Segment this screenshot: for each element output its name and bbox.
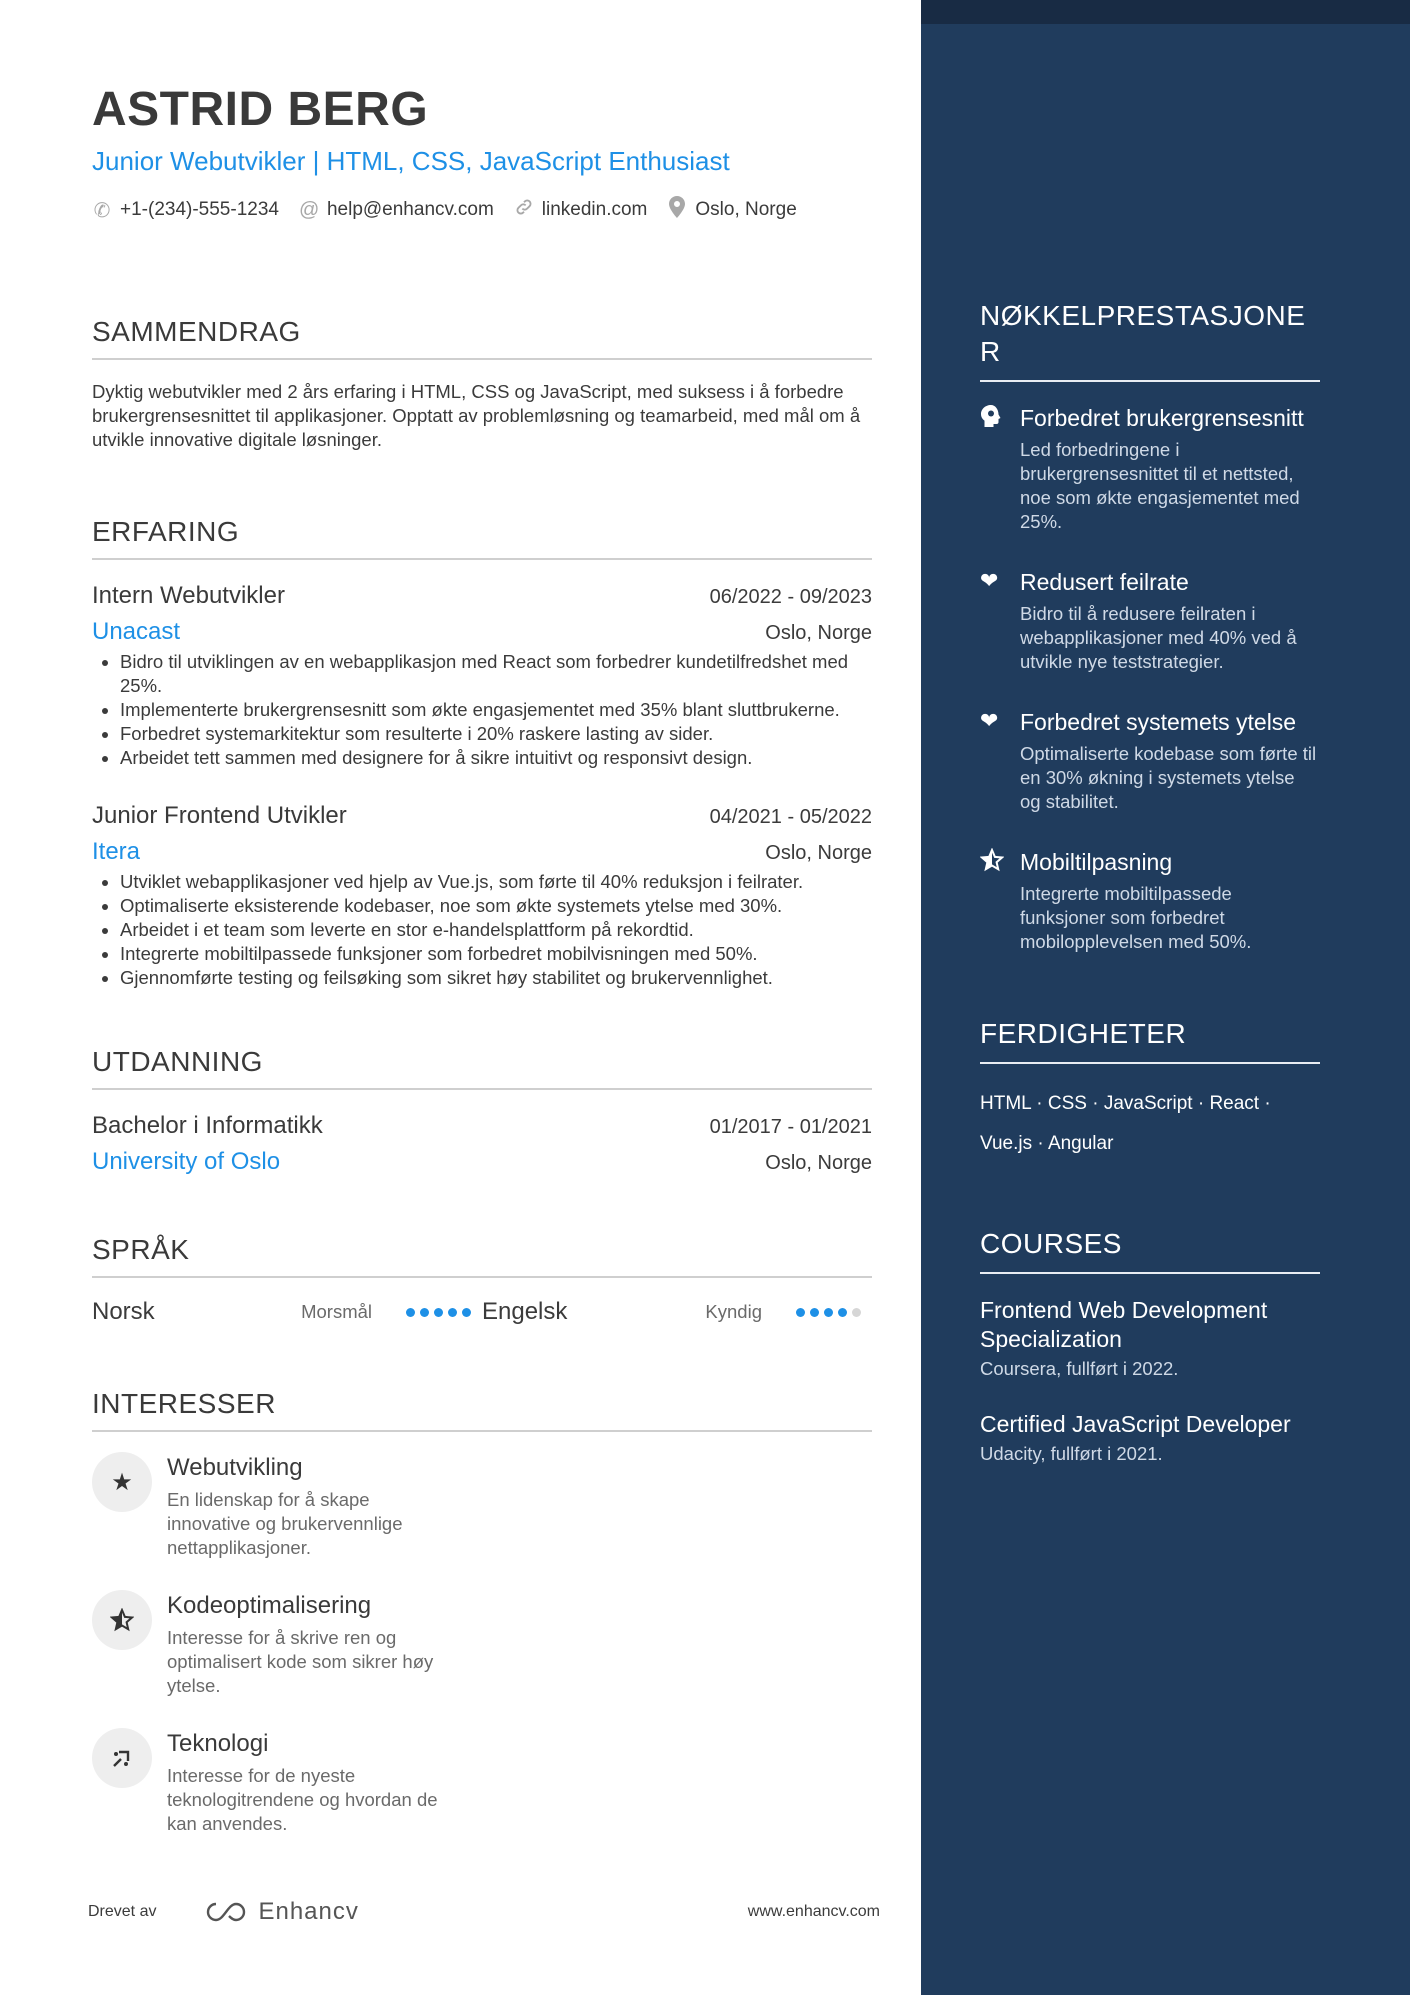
section-title: COURSES bbox=[980, 1226, 1320, 1274]
section-title: SAMMENDRAG bbox=[92, 316, 872, 360]
interest-item bbox=[92, 1452, 507, 1560]
languages-section bbox=[92, 1234, 872, 1326]
email-text: help@enhancv.com bbox=[326, 199, 494, 220]
rating-dot-filled bbox=[448, 1308, 457, 1317]
rating-dot-filled bbox=[810, 1308, 819, 1317]
achievement-title: Mobiltilpasning bbox=[1020, 849, 1173, 875]
phone-icon: ✆ bbox=[93, 199, 111, 222]
achievement-desc: Optimaliserte kodebase som førte til en 30% økning i systemets ytelse og stabilitet. bbox=[1020, 743, 1317, 812]
rating-dot-filled bbox=[824, 1308, 833, 1317]
language-list bbox=[92, 1298, 872, 1326]
course-title: Frontend Web Development Specialization bbox=[980, 1297, 1268, 1352]
course-title: Certified JavaScript Developer bbox=[980, 1411, 1291, 1437]
interest-title: Kodeoptimalisering bbox=[167, 1592, 372, 1619]
job-entry bbox=[92, 582, 872, 770]
job-bullets bbox=[92, 650, 872, 770]
summary-text: Dyktig webutvikler med 2 års erfaring i HTML, CSS og JavaScript, med suksess i å forbedre brukergrensesnittet til applikasjoner. Opptatt av problemløsning og teamarbeid, med mål om å utvikle innovative digitale løsninger. bbox=[92, 381, 861, 450]
location-text: Oslo, Norge bbox=[695, 199, 797, 220]
interest-desc: En lidenskap for å skape innovative og brukervennlige nettapplikasjoner. bbox=[167, 1489, 403, 1558]
achievement-desc: Bidro til å redusere feilraten i webapplikasjoner med 40% ved å utvikle nye teststrategier. bbox=[1020, 603, 1297, 672]
degree: Bachelor i Informatikk bbox=[92, 1112, 323, 1139]
rating-dot-empty bbox=[852, 1308, 861, 1317]
job-location: Oslo, Norge bbox=[765, 622, 872, 644]
job-dates: 04/2021 - 05/2022 bbox=[709, 806, 872, 828]
course-desc: Udacity, fullført i 2021. bbox=[980, 1443, 1163, 1464]
brand-name: Enhancv bbox=[258, 1898, 359, 1925]
achievements-section bbox=[980, 298, 1320, 954]
interest-item bbox=[92, 1728, 507, 1836]
bullet-item: • Optimaliserte eksisterende kodebaser, noe som økte systemets ytelse med 30%. bbox=[120, 894, 872, 918]
achievement-title: Forbedret systemets ytelse bbox=[1020, 709, 1297, 735]
section-title: UTDANNING bbox=[92, 1046, 872, 1090]
at-icon: @ bbox=[298, 198, 320, 221]
contact-location bbox=[667, 196, 796, 224]
bullet-item: • Forbedret systemarkitektur som resulterte i 20% raskere lasting av sider. bbox=[120, 722, 872, 746]
rating-dot-filled bbox=[406, 1308, 415, 1317]
interest-desc: Interesse for de nyeste teknologitrendene og hvordan de kan anvendes. bbox=[167, 1765, 438, 1834]
education-section bbox=[92, 1046, 872, 1176]
half-star-icon bbox=[92, 1590, 152, 1650]
heart-icon: ❤ bbox=[980, 568, 999, 593]
achievement-title: Redusert feilrate bbox=[1020, 569, 1189, 595]
website-link[interactable]: www.enhancv.com bbox=[747, 1903, 880, 1920]
language-rating bbox=[406, 1308, 471, 1317]
sidebar-top-bar bbox=[921, 0, 1410, 24]
link-icon bbox=[514, 197, 534, 223]
achievement-item bbox=[980, 404, 1320, 534]
education-dates: 01/2017 - 01/2021 bbox=[709, 1116, 872, 1138]
education-entry bbox=[92, 1112, 872, 1176]
language-name: Norsk bbox=[92, 1298, 155, 1325]
bullet-item: • Arbeidet tett sammen med designere for å sikre intuitivt og responsivt design. bbox=[120, 746, 872, 770]
achievement-desc: Led forbedringene i brukergrensesnittet til et nettsted, noe som økte engasjementet med 25%. bbox=[1020, 439, 1300, 532]
bullet-item: • Bidro til utviklingen av en webapplikasjon med React som forbedrer kundetilfredshet med 25%. bbox=[120, 650, 872, 698]
bullet-item: • Integrerte mobiltilpassede funksjoner som forbedret mobilvisningen med 50%. bbox=[120, 942, 872, 966]
contact-phone[interactable] bbox=[92, 198, 279, 223]
section-title: ERFARING bbox=[92, 516, 872, 560]
headline: Junior Webutvikler | HTML, CSS, JavaScript Enthusiast bbox=[92, 146, 730, 176]
interests-section bbox=[92, 1388, 872, 1866]
course-item bbox=[980, 1296, 1320, 1380]
rating-dot-filled bbox=[838, 1308, 847, 1317]
job-location: Oslo, Norge bbox=[765, 842, 872, 864]
achievement-item bbox=[980, 848, 1320, 954]
location-pin-icon bbox=[667, 196, 687, 224]
powered-by-text: Drevet av bbox=[88, 1903, 157, 1920]
job-title: Junior Frontend Utvikler bbox=[92, 802, 347, 829]
achievement-desc: Integrerte mobiltilpassede funksjoner som forbedret mobilopplevelsen med 50%. bbox=[1020, 883, 1252, 952]
rating-dot-filled bbox=[420, 1308, 429, 1317]
contact-email[interactable] bbox=[299, 199, 494, 222]
infinity-icon bbox=[202, 1900, 250, 1924]
achievement-title: Forbedret brukergrensesnitt bbox=[1020, 405, 1304, 431]
achievement-item bbox=[980, 568, 1320, 674]
rating-dot-filled bbox=[796, 1308, 805, 1317]
skills-section bbox=[980, 1016, 1320, 1164]
achievement-item bbox=[980, 708, 1320, 814]
contact-bar bbox=[92, 196, 872, 224]
bullet-item: • Utviklet webapplikasjoner ved hjelp av Vue.js, som førte til 40% reduksjon i feilrater. bbox=[120, 870, 872, 894]
bullet-item: • Gjennomførte testing og feilsøking som sikret høy stabilitet og brukervennlighet. bbox=[120, 966, 872, 990]
company-name: Itera bbox=[92, 838, 141, 865]
section-title: FERDIGHETER bbox=[980, 1016, 1320, 1064]
star-icon: ★ bbox=[92, 1452, 152, 1512]
interest-item bbox=[92, 1590, 507, 1698]
job-bullets bbox=[92, 870, 872, 990]
courses-section bbox=[980, 1226, 1320, 1465]
language-item bbox=[482, 1298, 872, 1326]
heart-icon: ❤ bbox=[980, 708, 999, 733]
interest-title: Teknologi bbox=[167, 1730, 269, 1757]
contact-linkedin[interactable] bbox=[514, 197, 648, 223]
rating-dot-filled bbox=[434, 1308, 443, 1317]
rating-dot-filled bbox=[462, 1308, 471, 1317]
half-star-icon bbox=[980, 848, 1020, 954]
main-column bbox=[92, 80, 872, 1866]
section-title: INTERESSER bbox=[92, 1388, 872, 1432]
technology-icon bbox=[92, 1728, 152, 1788]
language-item bbox=[92, 1298, 482, 1326]
education-location: Oslo, Norge bbox=[765, 1152, 872, 1174]
linkedin-text: linkedin.com bbox=[541, 199, 648, 220]
school-name: University of Oslo bbox=[92, 1148, 281, 1175]
footer bbox=[88, 1898, 880, 1926]
job-entry bbox=[92, 802, 872, 990]
course-desc: Coursera, fullført i 2022. bbox=[980, 1358, 1179, 1379]
course-item bbox=[980, 1410, 1320, 1465]
phone-text: +1-(234)-555-1234 bbox=[120, 199, 279, 220]
language-rating bbox=[796, 1308, 861, 1317]
section-title: SPRÅK bbox=[92, 1234, 872, 1278]
sidebar bbox=[921, 0, 1410, 1995]
experience-section bbox=[92, 516, 872, 990]
summary-section bbox=[92, 316, 872, 452]
skills-list: HTML · CSS · JavaScript · React · Vue.js · Angular bbox=[980, 1093, 1271, 1154]
language-level: Kyndig bbox=[705, 1301, 762, 1322]
job-dates: 06/2022 - 09/2023 bbox=[709, 586, 872, 608]
interest-list bbox=[92, 1452, 872, 1866]
candidate-name: ASTRID BERG bbox=[92, 83, 429, 136]
sidebar-content bbox=[980, 298, 1320, 1465]
brain-icon bbox=[980, 404, 1020, 534]
brand-logo[interactable] bbox=[202, 1898, 358, 1926]
language-name: Engelsk bbox=[482, 1298, 568, 1325]
interest-title: Webutvikling bbox=[167, 1454, 303, 1481]
job-title: Intern Webutvikler bbox=[92, 582, 285, 609]
company-name: Unacast bbox=[92, 618, 181, 645]
bullet-item: • Arbeidet i et team som leverte en stor e-handelsplattform på rekordtid. bbox=[120, 918, 872, 942]
section-title: NØKKELPRESTASJONER bbox=[980, 298, 1320, 382]
bullet-item: • Implementerte brukergrensesnitt som økte engasjementet med 35% blant sluttbrukerne. bbox=[120, 698, 872, 722]
interest-desc: Interesse for å skrive ren og optimalisert kode som sikrer høy ytelse. bbox=[167, 1627, 434, 1696]
language-level: Morsmål bbox=[301, 1301, 372, 1322]
